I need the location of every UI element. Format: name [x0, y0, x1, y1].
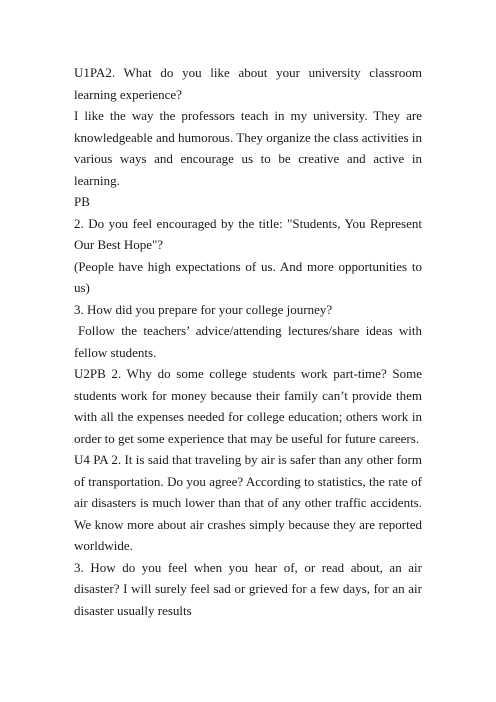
section-label-pb: PB	[74, 194, 90, 209]
question-pb2: 2. Do you feel encouraged by the title: "Students, You Represent Our Best Hope"?	[74, 215, 422, 252]
qa-u2pb2: U2PB 2. Why do some college students work part-time? Some students work for money because their family can’t provide them with all the expenses needed for college education; others work in order to get some experience that may be useful for future careers.	[74, 366, 422, 446]
answer-pb2: (People have high expectations of us. And more opportunities to us)	[74, 258, 422, 295]
question-pb3: 3. How did you prepare for your college journey?	[74, 301, 333, 317]
question-u1pa2: U1PA2. What do you like about your university classroom learning experience?	[74, 65, 422, 102]
qa-u4pa3: 3. How do you feel when you hear of, or read about, an air disaster? I will surely feel sad or grieved for a few days, for an air disaster usually results	[74, 559, 422, 618]
document-body	[74, 62, 422, 621]
qa-u4pa2: U4 PA 2. It is said that traveling by air is safer than any other form of transportation. Do you agree? According to statistics, the rate of air disasters is much lower than that of any other traffic accidents. We know more about air crashes simply because they are reported worldwide.	[74, 452, 422, 553]
answer-pb3: Follow the teachers’ advice/attending lectures/share ideas with fellow students.	[74, 323, 422, 360]
answer-u1pa2: I like the way the professors teach in my university. They are knowledgeable and humorous. They organize the class activities in various ways and encourage us to be creative and active in learning.	[74, 108, 422, 188]
